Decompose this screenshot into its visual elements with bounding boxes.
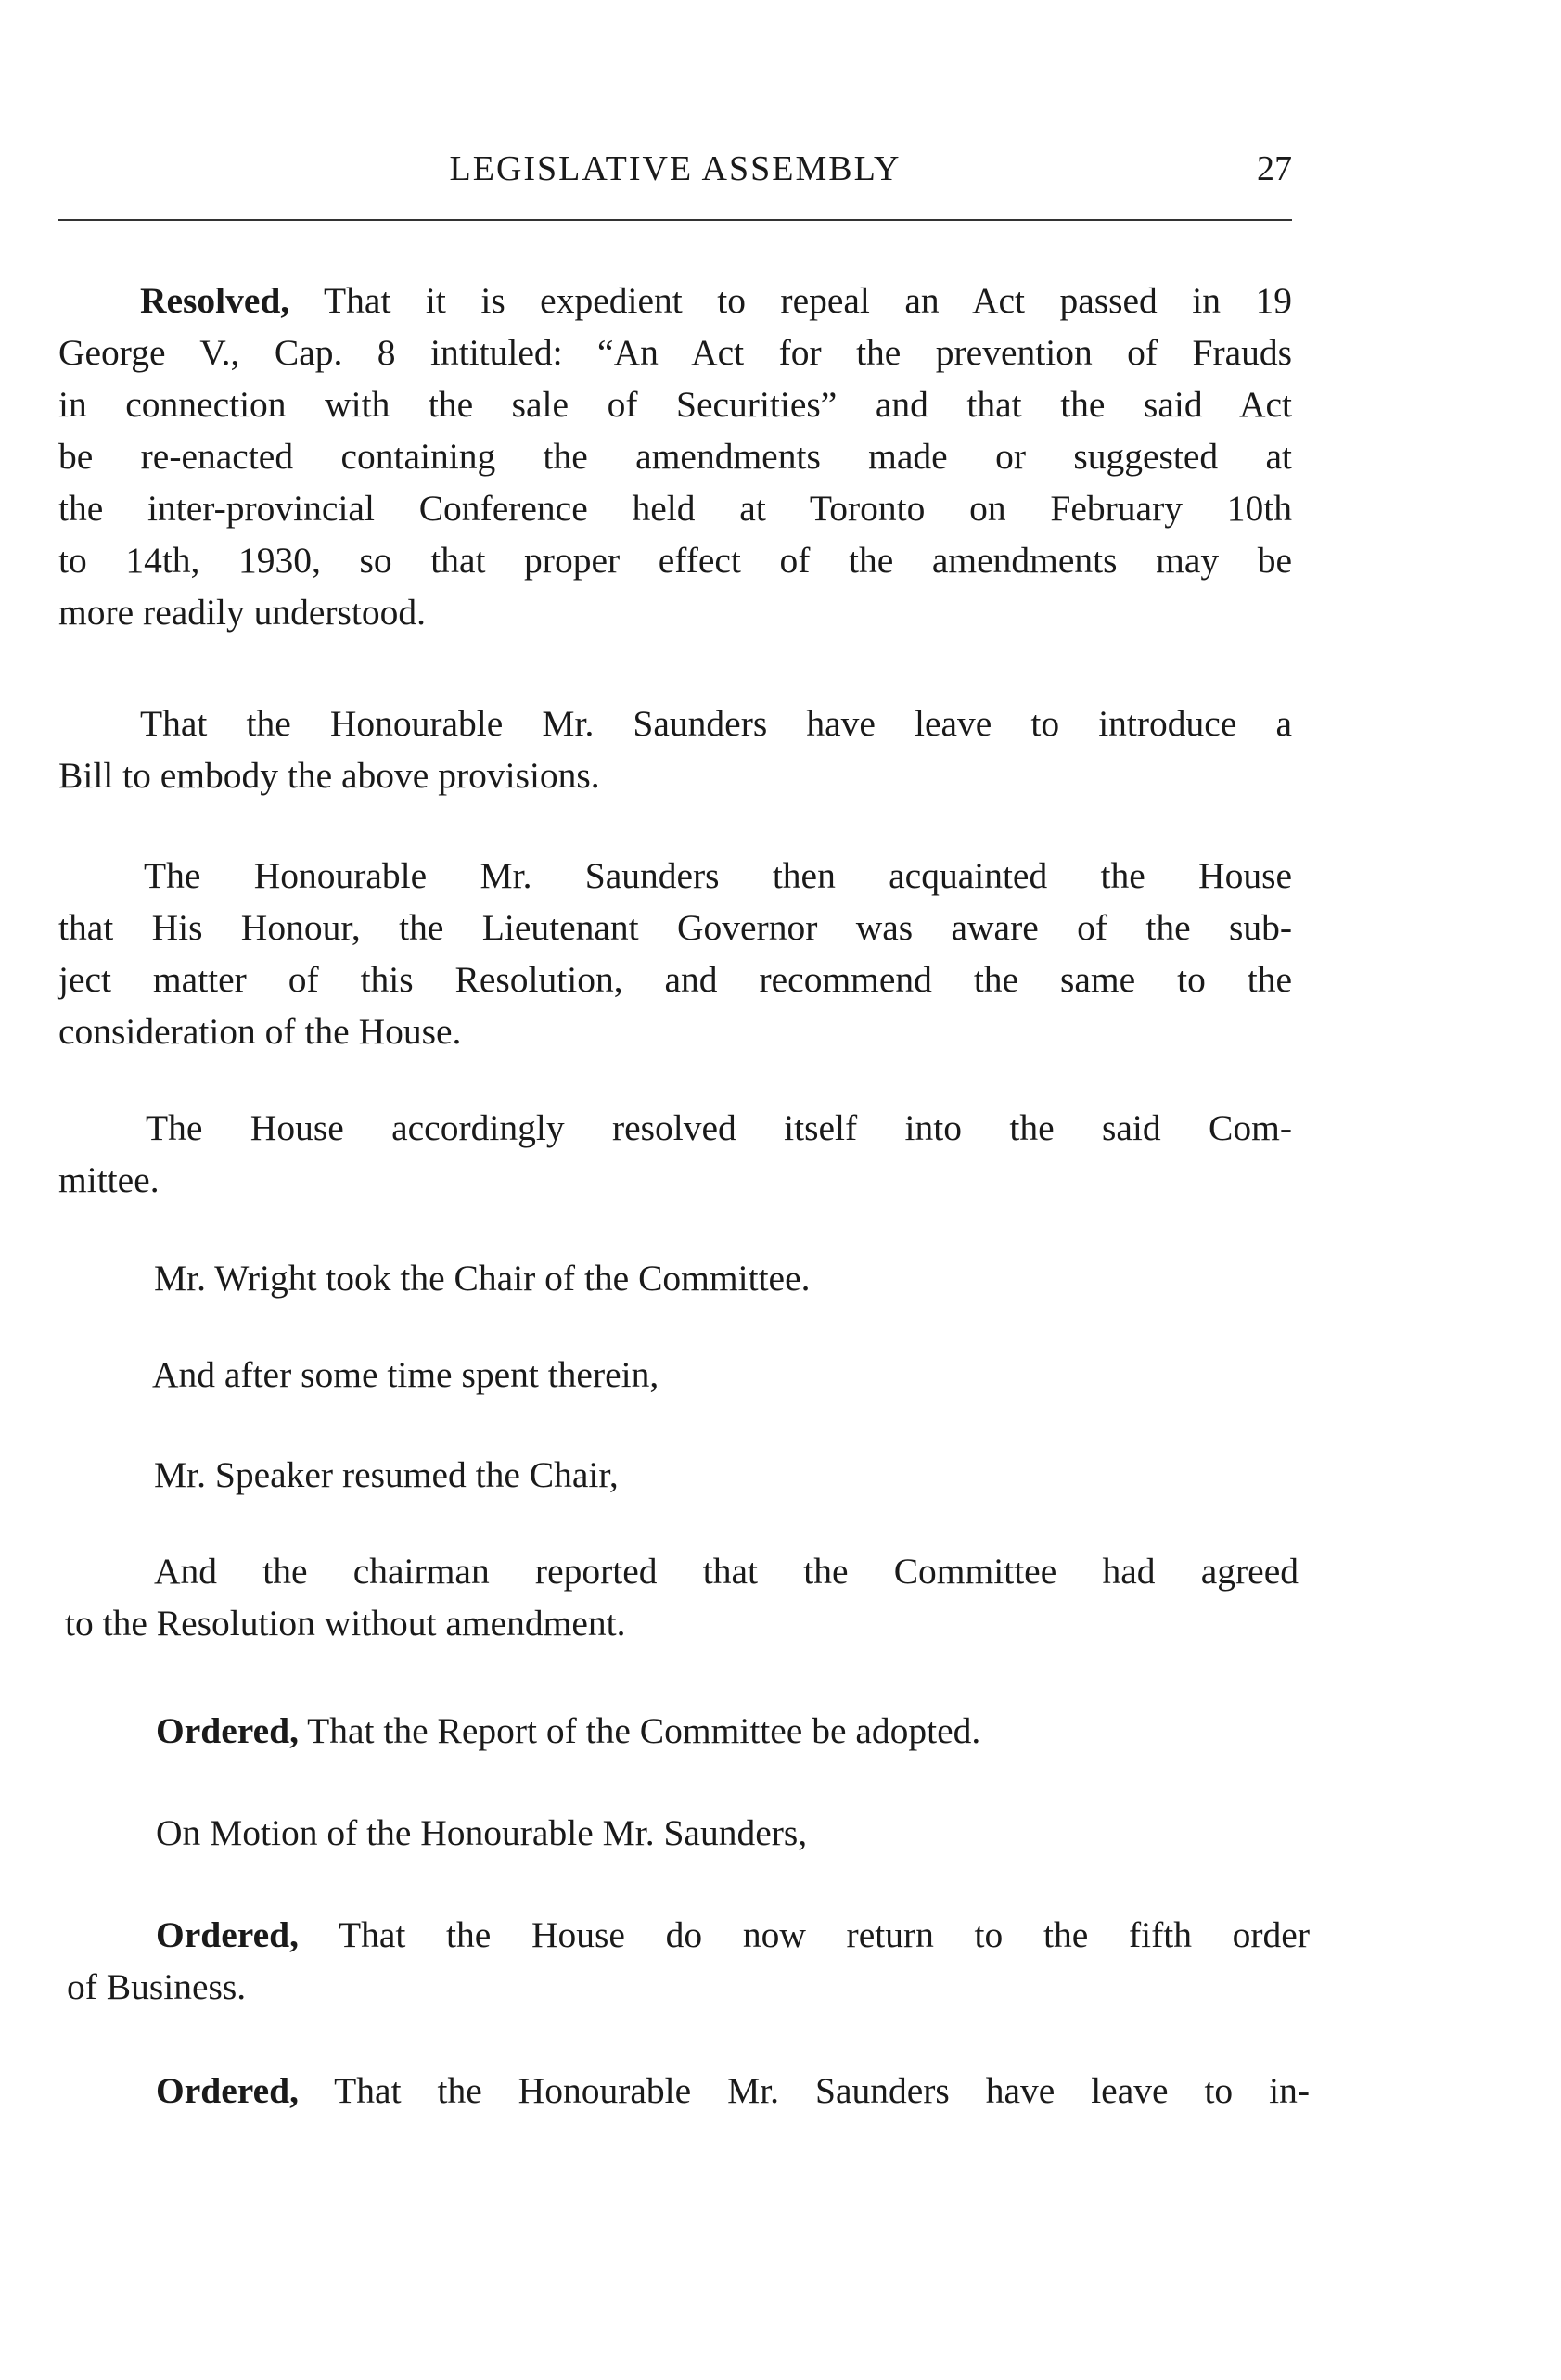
resolved-label: Resolved, xyxy=(140,280,290,321)
paragraph-line: That the Honourable Mr. Saunders have leave to introduce a xyxy=(140,703,1292,744)
paragraph-line: of Business. xyxy=(67,1966,247,2007)
committee-paragraph xyxy=(58,1102,1292,1206)
ordered-report-line: Ordered, That the Report of the Committee be adopted. xyxy=(156,1710,981,1751)
page-header xyxy=(58,148,1292,204)
paragraph-line: be re-enacted containing the amendments made or suggested at xyxy=(58,436,1292,477)
paragraph-line: the inter-provincial Conference held at Toronto on February 10th xyxy=(58,488,1292,529)
ordered-return-paragraph xyxy=(67,1909,1310,2013)
motion-line: On Motion of the Honourable Mr. Saunders, xyxy=(156,1812,808,1853)
paragraph-line: to the Resolution without amendment. xyxy=(65,1603,626,1644)
paragraph-line: Bill to embody the above provisions. xyxy=(58,755,600,796)
paragraph-line: And the chairman reported that the Committee had agreed xyxy=(154,1551,1299,1592)
ordered-leave-paragraph xyxy=(67,2065,1310,2117)
paragraph-line: The Honourable Mr. Saunders then acquainted the House xyxy=(144,855,1292,896)
leave-to-introduce-paragraph xyxy=(58,697,1292,801)
paragraph-line: more readily understood. xyxy=(58,592,426,633)
ordered-label: Ordered, xyxy=(156,2070,299,2111)
paragraph-line: in connection with the sale of Securities” and that the said Act xyxy=(58,384,1292,425)
paragraph-line: The House accordingly resolved itself into the said Com- xyxy=(146,1107,1292,1148)
acquainted-house-paragraph xyxy=(58,850,1292,1057)
ordered-label: Ordered, xyxy=(156,1914,299,1955)
paragraph-line: Ordered, That the House do now return to the fifth order xyxy=(156,1914,1310,1955)
paragraph-line: that His Honour, the Lieutenant Governor was aware of the sub- xyxy=(58,907,1292,948)
paragraph-line: Resolved, That it is expedient to repeal an Act passed in 19 xyxy=(140,280,1292,321)
ordered-label: Ordered, xyxy=(156,1710,299,1751)
paragraph-line: consideration of the House. xyxy=(58,1011,462,1052)
chairman-reported-paragraph xyxy=(65,1545,1299,1649)
paragraph-line: Ordered, That the Honourable Mr. Saunders have leave to in- xyxy=(156,2070,1310,2111)
paragraph-line: to 14th, 1930, so that proper effect of the amendments may be xyxy=(58,540,1292,581)
page-number: 27 xyxy=(1257,149,1292,188)
paragraph-line: George V., Cap. 8 intituled: “An Act for the prevention of Frauds xyxy=(58,332,1292,373)
paragraph-line: ject matter of this Resolution, and recommend the same to the xyxy=(58,959,1292,1000)
time-spent-line: And after some time spent therein, xyxy=(152,1354,659,1395)
header-rule xyxy=(58,219,1292,221)
resolved-paragraph xyxy=(58,275,1292,638)
paragraph-line: mittee. xyxy=(58,1159,160,1200)
chair-line: Mr. Wright took the Chair of the Committee. xyxy=(154,1258,811,1299)
speaker-line: Mr. Speaker resumed the Chair, xyxy=(154,1454,619,1495)
running-title: LEGISLATIVE ASSEMBLY xyxy=(449,149,902,188)
